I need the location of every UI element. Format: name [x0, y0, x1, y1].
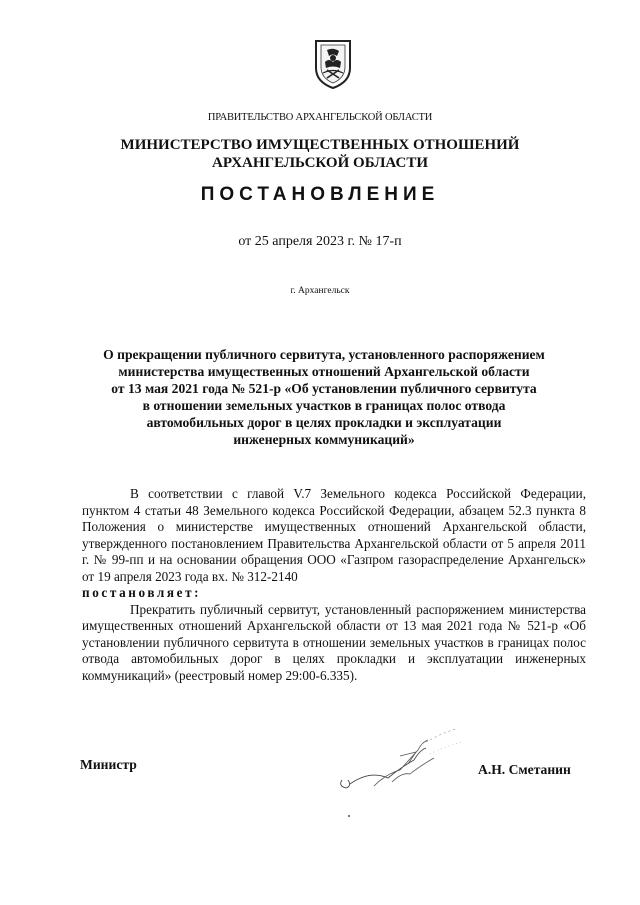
title-line: министерства имущественных отношений Архангельской области: [118, 364, 530, 379]
title-line: О прекращении публичного сервитута, установленного распоряжением: [103, 347, 545, 362]
title-line: в отношении земельных участков в границах полос отвода: [142, 398, 506, 413]
handwritten-signature-icon: [330, 720, 490, 810]
document-type: ПОСТАНОВЛЕНИЕ: [200, 184, 440, 205]
document-body: [82, 486, 586, 684]
document-date-number: от 25 апреля 2023 г. № 17-п: [238, 234, 402, 249]
scan-speck: [348, 815, 350, 817]
signer-role: Министр: [80, 757, 137, 772]
document-title: [84, 346, 564, 448]
coat-of-arms-icon: [313, 38, 353, 90]
signer-name: А.Н. Сметанин: [478, 762, 571, 777]
body-paragraph-decision: Прекратить публичный сервитут, установленный распоряжением министерства имущественных отношений Архангельской области от 13 мая 2021 года № 521-р «Об установлении публичного сервитута в отношении земельных участков в границах полос отвода автомобильных дорог в целях прокладки и эксплуатации инженерных коммуникаций» (реестровый номер 29:00-6.335).: [82, 601, 586, 683]
title-line: инженерных коммуникаций»: [233, 432, 415, 447]
ministry-line-1: МИНИСТЕРСТВО ИМУЩЕСТВЕННЫХ ОТНОШЕНИЙ: [120, 137, 520, 153]
title-line: от 13 мая 2021 года № 521-р «Об установлении публичного сервитута: [111, 381, 537, 396]
title-line: автомобильных дорог в целях прокладки и эксплуатации: [146, 415, 502, 430]
decision-word: постановляет:: [82, 585, 202, 600]
ministry-line-2: АРХАНГЕЛЬСКОЙ ОБЛАСТИ: [212, 155, 428, 171]
body-paragraph-preamble: В соответствии с главой V.7 Земельного кодекса Российской Федерации, пунктом 4 статьи 48 Земельного кодекса Российской Федерации, абзацем 52.3 пункта 8 Положения о министерстве имущественных отношений Архангельской области, утвержденного постановлением Правительства Архангельской области от 5 апреля 2011 г. № 99-пп и на основании обращения ООО «Газпром газораспределение Архангельск» от 19 апреля 2023 года вх. № 312-2140: [82, 486, 586, 584]
government-name: ПРАВИТЕЛЬСТВО АРХАНГЕЛЬСКОЙ ОБЛАСТИ: [207, 112, 433, 123]
document-city: г. Архангельск: [290, 286, 350, 296]
ministry-name: [0, 136, 640, 172]
